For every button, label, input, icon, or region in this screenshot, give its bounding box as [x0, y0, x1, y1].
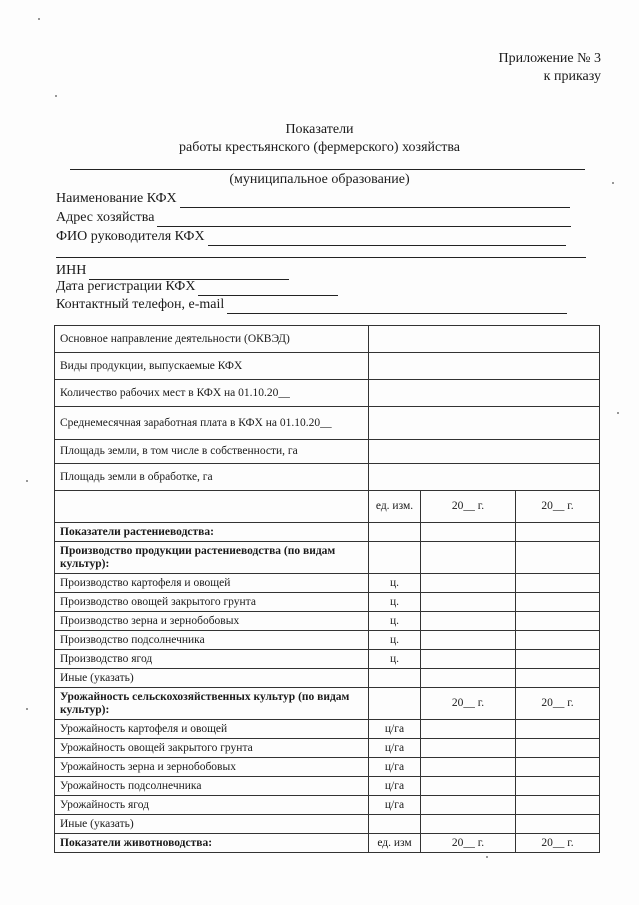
row-unit: ц.: [369, 612, 421, 631]
header-unit: ед. изм.: [369, 491, 421, 523]
table-row: [55, 720, 600, 739]
value-cell[interactable]: [421, 796, 516, 815]
appendix-number: Приложение № 3: [498, 51, 601, 66]
indicators-table: [54, 325, 600, 853]
row-label: Иные (указать): [55, 815, 369, 834]
table-row: [55, 758, 600, 777]
contacts-input-line[interactable]: [227, 300, 567, 314]
scan-speck: [55, 95, 57, 97]
table-row: [55, 380, 600, 407]
livestock-unit: ед. изм: [369, 834, 421, 853]
row-unit: ц/га: [369, 796, 421, 815]
reg-date-field[interactable]: [56, 278, 338, 296]
value-cell[interactable]: [516, 796, 600, 815]
title-line-1: Показатели: [285, 122, 354, 137]
title-line-2: работы крестьянского (фермерского) хозяйства: [179, 140, 460, 155]
scan-speck: [617, 412, 619, 414]
row-label: Производство подсолнечника: [55, 631, 369, 650]
row-label: Урожайность зерна и зернобобовых: [55, 758, 369, 777]
table-row: [55, 593, 600, 612]
value-cell[interactable]: [421, 631, 516, 650]
value-cell[interactable]: [516, 720, 600, 739]
row-label: Производство зерна и зернобобовых: [55, 612, 369, 631]
yield-year-1: 20__ г.: [421, 688, 516, 720]
value-cell[interactable]: [516, 739, 600, 758]
scan-speck: [26, 708, 28, 710]
info-value-cell[interactable]: [369, 407, 600, 440]
farm-name-label: Наименование КФХ: [56, 191, 177, 206]
info-label: Среднемесячная заработная плата в КФХ на 01.10.20__: [55, 407, 369, 440]
info-value-cell[interactable]: [369, 380, 600, 407]
municipality-label: (муниципальное образование): [229, 172, 410, 187]
table-row: [55, 631, 600, 650]
info-label: Количество рабочих мест в КФХ на 01.10.20__: [55, 380, 369, 407]
value-cell[interactable]: [421, 815, 516, 834]
table-row: [55, 326, 600, 353]
value-cell[interactable]: [516, 758, 600, 777]
address-field[interactable]: [56, 209, 571, 227]
info-label: Площадь земли в обработке, га: [55, 464, 369, 491]
table-row: [55, 353, 600, 380]
value-cell[interactable]: [516, 669, 600, 688]
row-unit: ц.: [369, 650, 421, 669]
group-row: [55, 688, 600, 720]
row-label: Производство овощей закрытого грунта: [55, 593, 369, 612]
table-row: [55, 574, 600, 593]
section-row: [55, 834, 600, 853]
contacts-field[interactable]: [56, 296, 567, 314]
info-label: Основное направление деятельности (ОКВЭД): [55, 326, 369, 353]
scan-speck: [612, 182, 614, 184]
reg-date-label: Дата регистрации КФХ: [56, 279, 196, 294]
value-cell[interactable]: [421, 669, 516, 688]
row-unit: ц/га: [369, 777, 421, 796]
row-label: Урожайность ягод: [55, 796, 369, 815]
reg-date-input-line[interactable]: [198, 282, 338, 296]
value-cell[interactable]: [421, 739, 516, 758]
info-value-cell[interactable]: [369, 464, 600, 491]
table-row: [55, 612, 600, 631]
row-label: Урожайность овощей закрытого грунта: [55, 739, 369, 758]
document-title: [0, 121, 639, 157]
head-name-input-line[interactable]: [208, 232, 566, 246]
value-cell[interactable]: [516, 612, 600, 631]
livestock-year-2: 20__ г.: [516, 834, 600, 853]
value-cell[interactable]: [421, 593, 516, 612]
table-row: [55, 815, 600, 834]
row-label: Иные (указать): [55, 669, 369, 688]
extra-line[interactable]: [56, 257, 586, 258]
row-unit: ц/га: [369, 758, 421, 777]
value-cell[interactable]: [421, 758, 516, 777]
municipality-line[interactable]: [70, 169, 585, 170]
head-name-label: ФИО руководителя КФХ: [56, 229, 205, 244]
value-cell[interactable]: [516, 777, 600, 796]
section-row: [55, 523, 600, 542]
info-value-cell[interactable]: [369, 440, 600, 464]
row-unit: ц.: [369, 593, 421, 612]
farm-name-field[interactable]: [56, 190, 570, 208]
row-unit: ц.: [369, 631, 421, 650]
table-row: [55, 777, 600, 796]
value-cell[interactable]: [421, 720, 516, 739]
header-year-1: 20__ г.: [421, 491, 516, 523]
value-cell[interactable]: [516, 631, 600, 650]
inn-label: ИНН: [56, 263, 87, 278]
head-name-field[interactable]: [56, 228, 566, 246]
row-label: Урожайность подсолнечника: [55, 777, 369, 796]
scan-speck: [486, 856, 488, 858]
value-cell[interactable]: [516, 815, 600, 834]
value-cell[interactable]: [421, 612, 516, 631]
row-unit: [369, 815, 421, 834]
row-unit: [369, 669, 421, 688]
table-header-row: [55, 491, 600, 523]
crop-section-title: Показатели растениеводства:: [55, 523, 369, 542]
table-row: [55, 440, 600, 464]
header-year-2: 20__ г.: [516, 491, 600, 523]
table-row: [55, 796, 600, 815]
info-value-cell[interactable]: [369, 353, 600, 380]
table-row: [55, 669, 600, 688]
farm-name-input-line[interactable]: [180, 194, 570, 208]
info-label: Виды продукции, выпускаемые КФХ: [55, 353, 369, 380]
row-unit: ц.: [369, 574, 421, 593]
production-group-title: Производство продукции растениеводства (по видам культур):: [55, 542, 369, 574]
scan-speck: [26, 480, 28, 482]
value-cell[interactable]: [421, 650, 516, 669]
appendix-note: [499, 50, 602, 86]
row-unit: ц/га: [369, 720, 421, 739]
value-cell[interactable]: [516, 574, 600, 593]
yield-group-title: Урожайность сельскохозяйственных культур (по видам культур):: [55, 688, 369, 720]
info-label: Площадь земли, в том числе в собственности, га: [55, 440, 369, 464]
table-row: [55, 464, 600, 491]
table-row: [55, 407, 600, 440]
scan-speck: [38, 18, 40, 20]
appendix-order: к приказу: [543, 69, 601, 84]
row-label: Производство ягод: [55, 650, 369, 669]
value-cell[interactable]: [421, 574, 516, 593]
contacts-label: Контактный телефон, e-mail: [56, 297, 225, 312]
row-unit: ц/га: [369, 739, 421, 758]
row-label: Производство картофеля и овощей: [55, 574, 369, 593]
address-label: Адрес хозяйства: [56, 210, 155, 225]
livestock-year-1: 20__ г.: [421, 834, 516, 853]
group-row: [55, 542, 600, 574]
row-label: Урожайность картофеля и овощей: [55, 720, 369, 739]
value-cell[interactable]: [516, 650, 600, 669]
info-value-cell[interactable]: [369, 326, 600, 353]
value-cell[interactable]: [516, 593, 600, 612]
value-cell[interactable]: [421, 777, 516, 796]
table-row: [55, 739, 600, 758]
livestock-section-title: Показатели животноводства:: [55, 834, 369, 853]
address-input-line[interactable]: [157, 213, 571, 227]
header-empty: [55, 491, 369, 523]
table-row: [55, 650, 600, 669]
yield-year-2: 20__ г.: [516, 688, 600, 720]
